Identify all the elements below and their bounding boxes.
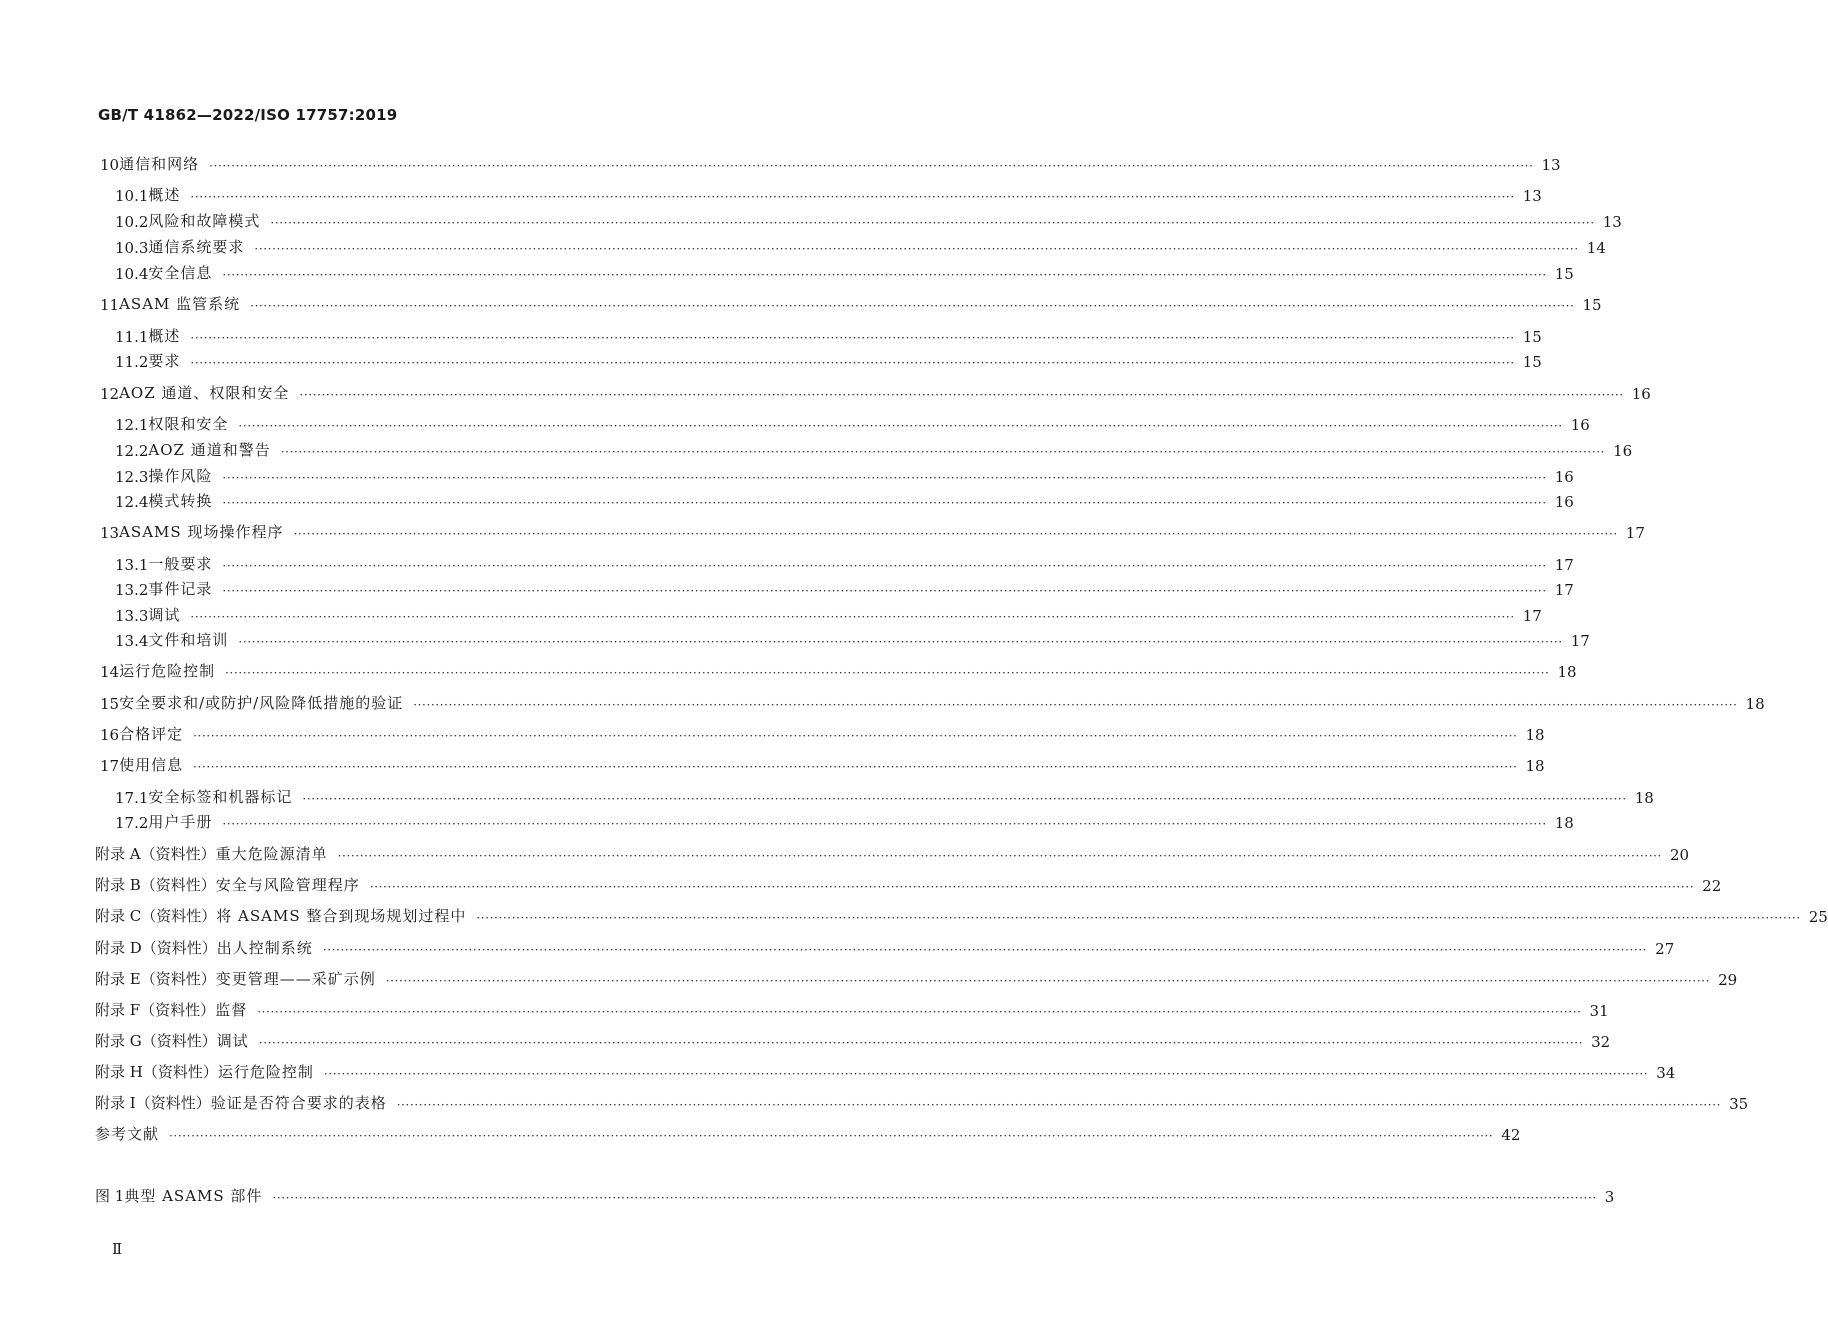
toc-leader-dots: ············································································································································································································································································································ [302, 792, 1627, 806]
toc-entry-number: 16 [100, 726, 120, 744]
toc-leader-dots: ············································································································································································································································································································ [193, 729, 1518, 743]
toc-entry[interactable] [0, 722, 1545, 744]
toc-entry-title: 监督 [215, 1001, 248, 1019]
toc-entry[interactable] [0, 349, 1542, 371]
toc-entry[interactable] [0, 691, 1765, 713]
toc-leader-dots: ············································································································································································································································································································ [190, 190, 1515, 204]
toc-entry-number: 附录 C（资料性） [95, 907, 217, 925]
toc-entry-title: 典型 ASAMS 部件 [124, 1187, 263, 1205]
toc-entry[interactable] [0, 603, 1542, 625]
toc-entry[interactable] [0, 842, 1690, 864]
toc-entry-title: 安全信息 [148, 264, 213, 282]
toc-entry-title: ASAMS 现场操作程序 [119, 523, 284, 541]
toc-entry-page: 31 [1589, 1002, 1609, 1020]
toc-entry[interactable] [0, 489, 1574, 511]
toc-entry-page: 15 [1554, 265, 1574, 283]
toc-leader-dots: ············································································································································································································································································································ [413, 698, 1738, 712]
toc-entry[interactable] [0, 183, 1542, 205]
toc-entry-number: 12.3 [115, 468, 149, 486]
toc-entry-number: 10 [100, 156, 120, 174]
toc-leader-dots: ············································································································································································································································································································ [250, 299, 1575, 313]
toc-entry[interactable] [0, 998, 1609, 1020]
toc-entry-title: 操作风险 [148, 467, 213, 485]
toc-leader-dots: ············································································································································································································································································································ [169, 1129, 1494, 1143]
toc-entry-title: 模式转换 [148, 492, 213, 510]
toc-entry-number: 11 [100, 296, 120, 314]
toc-entry[interactable] [0, 438, 1633, 460]
toc-leader-dots: ············································································································································································································································································································ [385, 974, 1711, 988]
toc-entry-number: 13.3 [115, 607, 149, 625]
toc-entry[interactable] [0, 324, 1542, 346]
toc-entry-title: 出人控制系统 [216, 939, 313, 957]
toc-entry-number: 10.1 [115, 187, 149, 205]
toc-leader-dots: ············································································································································································································································································································ [254, 242, 1579, 256]
toc-entry-title: 文件和培训 [148, 631, 229, 649]
toc-entry-number: 附录 I（资料性） [95, 1094, 211, 1112]
toc-entry-page: 16 [1613, 442, 1633, 460]
toc-leader-dots: ············································································································································································································································································································ [337, 849, 1662, 863]
toc-entry-number: 10.4 [115, 265, 149, 283]
toc-entry[interactable] [0, 659, 1577, 681]
toc-entry[interactable] [0, 810, 1574, 832]
toc-entry-number: 15 [100, 695, 120, 713]
toc-entry-page: 15 [1582, 296, 1602, 314]
toc-entry-page: 16 [1554, 468, 1574, 486]
toc-entry-page: 29 [1718, 971, 1738, 989]
toc-entry[interactable] [0, 873, 1722, 895]
toc-entry-title: 安全与风险管理程序 [215, 876, 360, 894]
toc-entry-number: 17.1 [115, 789, 149, 807]
toc-entry-title: ASAM 监管系统 [119, 295, 241, 313]
toc-entry[interactable] [0, 520, 1645, 542]
toc-entry-number: 14 [100, 663, 120, 681]
toc-entry-title: 概述 [148, 327, 181, 345]
toc-entry-title: 要求 [148, 352, 181, 370]
toc-entry-number: 附录 G（资料性） [95, 1032, 217, 1050]
toc-entry-page: 22 [1702, 877, 1722, 895]
toc-entry-title: 参考文献 [95, 1125, 160, 1143]
toc-entry-number: 附录 A（资料性） [95, 845, 216, 863]
toc-entry-title: 一般要求 [148, 555, 213, 573]
toc-entry-title: 通信和网络 [119, 155, 200, 173]
standard-header: GB/T 41862—2022/ISO 17757:2019 [98, 106, 398, 124]
toc-entry[interactable] [0, 412, 1590, 434]
toc-entry[interactable] [0, 967, 1738, 989]
toc-leader-dots: ············································································································································································································································································································ [476, 911, 1801, 925]
toc-entry-number: 12.2 [115, 442, 149, 460]
toc-entry-page: 3 [1604, 1188, 1615, 1206]
toc-leader-dots: ············································································································································································································································································································ [190, 331, 1515, 345]
toc-leader-dots: ············································································································································································································································································································ [369, 880, 1695, 894]
toc-entry-page: 14 [1586, 239, 1606, 257]
page-number: Ⅱ [112, 1240, 123, 1258]
toc-entry[interactable] [0, 152, 1561, 174]
toc-leader-dots: ············································································································································································································································································································ [272, 1191, 1597, 1205]
toc-entry-title: 通信系统要求 [148, 238, 245, 256]
toc-entry-number: 10.2 [115, 213, 149, 231]
toc-entry-title: AOZ 通道和警告 [148, 441, 271, 459]
toc-entry-page: 25 [1808, 908, 1828, 926]
toc-entry[interactable] [0, 1122, 1521, 1144]
toc-entry-page: 17 [1625, 524, 1645, 542]
toc-leader-dots: ············································································································································································································································································································ [396, 1098, 1722, 1112]
toc-entry-title: 将 ASAMS 整合到现场规划过程中 [216, 907, 467, 925]
toc-leader-dots: ············································································································································································································································································································ [270, 216, 1595, 230]
toc-leader-dots: ············································································································································································································································································································ [222, 584, 1547, 598]
toc-entry-number: 12.1 [115, 416, 149, 434]
toc-leader-dots: ············································································································································································································································································································ [209, 159, 1534, 173]
toc-leader-dots: ············································································································································································································································································································ [222, 471, 1547, 485]
toc-leader-dots: ············································································································································································································································································································ [238, 419, 1563, 433]
toc-entry-title: AOZ 通道、权限和安全 [119, 384, 290, 402]
toc-entry-title: 概述 [148, 186, 181, 204]
toc-entry[interactable] [0, 1029, 1611, 1051]
toc-entry-title: 用户手册 [148, 813, 213, 831]
toc-entry-page: 17 [1554, 556, 1574, 574]
toc-entry[interactable] [0, 904, 1828, 926]
toc-entry-page: 13 [1541, 156, 1561, 174]
toc-entry-page: 32 [1591, 1033, 1611, 1051]
toc-entry-title: 风险和故障模式 [148, 212, 261, 230]
toc-leader-dots: ············································································································································································································································································································ [323, 1067, 1649, 1081]
toc-leader-dots: ············································································································································································································································································································ [322, 943, 1648, 957]
toc-leader-dots: ············································································································································································································································································································ [257, 1005, 1582, 1019]
toc-entry-page: 27 [1655, 940, 1675, 958]
toc-entry-number: 13 [100, 524, 120, 542]
toc-entry-page: 18 [1554, 814, 1574, 832]
toc-entry-page: 35 [1729, 1095, 1749, 1113]
toc-entry-page: 17 [1554, 581, 1574, 599]
toc-entry[interactable] [0, 577, 1574, 599]
toc-entry[interactable] [0, 628, 1590, 650]
toc-leader-dots: ············································································································································································································································································································ [293, 527, 1618, 541]
toc-entry-page: 17 [1522, 607, 1542, 625]
toc-entry-title: 事件记录 [148, 580, 213, 598]
toc-entry-page: 16 [1554, 493, 1574, 511]
toc-entry-number: 附录 E（资料性） [95, 970, 216, 988]
toc-entry[interactable] [0, 936, 1675, 958]
toc-entry-page: 16 [1570, 416, 1590, 434]
toc-entry-number: 附录 B（资料性） [95, 876, 216, 894]
toc-entry-page: 20 [1669, 846, 1690, 864]
toc-entry-number: 17.2 [115, 814, 149, 832]
toc-entry-page: 18 [1557, 663, 1577, 681]
toc-entry-number: 图 1 [95, 1187, 125, 1205]
toc-entry-title: 安全要求和/或防护/风险降低措施的验证 [119, 694, 404, 712]
toc-entry-title: 运行危险控制 [217, 1063, 314, 1081]
toc-entry-title: 运行危险控制 [119, 662, 216, 680]
toc-leader-dots: ············································································································································································································································································································ [225, 666, 1550, 680]
toc-entry-number: 13.4 [115, 632, 149, 650]
toc-entry-page: 15 [1522, 353, 1542, 371]
toc-entry-title: 安全标签和机器标记 [148, 788, 293, 806]
toc-entry-page: 13 [1522, 187, 1542, 205]
toc-entry[interactable] [0, 1091, 1749, 1113]
toc-entry[interactable] [0, 235, 1606, 257]
toc-entry-page: 18 [1525, 726, 1545, 744]
toc-entry-title: 验证是否符合要求的表格 [210, 1094, 387, 1112]
toc-entry[interactable] [0, 552, 1574, 574]
toc-leader-dots: ············································································································································································································································································································ [190, 610, 1515, 624]
toc-entry[interactable] [0, 1184, 1615, 1206]
toc-leader-dots: ············································································································································································································································································································ [258, 1036, 1584, 1050]
toc-leader-dots: ············································································································································································································································································································ [299, 388, 1624, 402]
toc-leader-dots: ············································································································································································································································································································ [222, 559, 1547, 573]
toc-entry-page: 18 [1634, 789, 1654, 807]
toc-entry[interactable] [0, 464, 1574, 486]
toc-entry-title: 变更管理——采矿示例 [215, 970, 376, 988]
toc-entry-number: 12.4 [115, 493, 149, 511]
toc-leader-dots: ············································································································································································································································································································ [222, 496, 1547, 510]
toc-entry[interactable] [0, 209, 1622, 231]
toc-entry-page: 16 [1631, 385, 1651, 403]
toc-entry-page: 18 [1525, 757, 1545, 775]
toc-entry-title: 重大危险源清单 [215, 845, 328, 863]
toc-entry[interactable] [0, 381, 1651, 403]
toc-entry-title: 权限和安全 [148, 415, 229, 433]
toc-entry[interactable] [0, 785, 1654, 807]
toc-entry-number: 13.2 [115, 581, 149, 599]
toc-entry-number: 11.1 [115, 328, 149, 346]
toc-entry[interactable] [0, 292, 1602, 314]
toc-entry-number: 17 [100, 757, 120, 775]
toc-leader-dots: ············································································································································································································································································································ [280, 445, 1606, 459]
toc-entry-title: 合格评定 [119, 725, 184, 743]
toc-entry-number: 10.3 [115, 239, 149, 257]
toc-entry-page: 13 [1602, 213, 1622, 231]
toc-entry-title: 使用信息 [119, 756, 184, 774]
toc-entry[interactable] [0, 753, 1545, 775]
toc-entry-number: 附录 D（资料性） [95, 939, 217, 957]
toc-entry-page: 15 [1522, 328, 1542, 346]
toc-entry-page: 34 [1656, 1064, 1676, 1082]
toc-entry-title: 调试 [148, 606, 181, 624]
toc-leader-dots: ············································································································································································································································································································ [193, 760, 1518, 774]
toc-entry[interactable] [0, 261, 1574, 283]
toc-entry[interactable] [0, 1060, 1676, 1082]
toc-leader-dots: ············································································································································································································································································································ [222, 268, 1547, 282]
toc-entry-page: 17 [1570, 632, 1590, 650]
toc-entry-number: 附录 F（资料性） [95, 1001, 216, 1019]
toc-entry-number: 11.2 [115, 353, 149, 371]
toc-leader-dots: ············································································································································································································································································································ [190, 356, 1515, 370]
toc-entry-page: 18 [1745, 695, 1765, 713]
toc-entry-number: 13.1 [115, 556, 149, 574]
toc-entry-page: 42 [1501, 1126, 1521, 1144]
toc-entry-number: 附录 H（资料性） [95, 1063, 218, 1081]
toc-leader-dots: ············································································································································································································································································································ [238, 635, 1563, 649]
toc-entry-number: 12 [100, 385, 120, 403]
toc-entry-title: 调试 [216, 1032, 249, 1050]
toc-leader-dots: ············································································································································································································································································································ [222, 817, 1547, 831]
